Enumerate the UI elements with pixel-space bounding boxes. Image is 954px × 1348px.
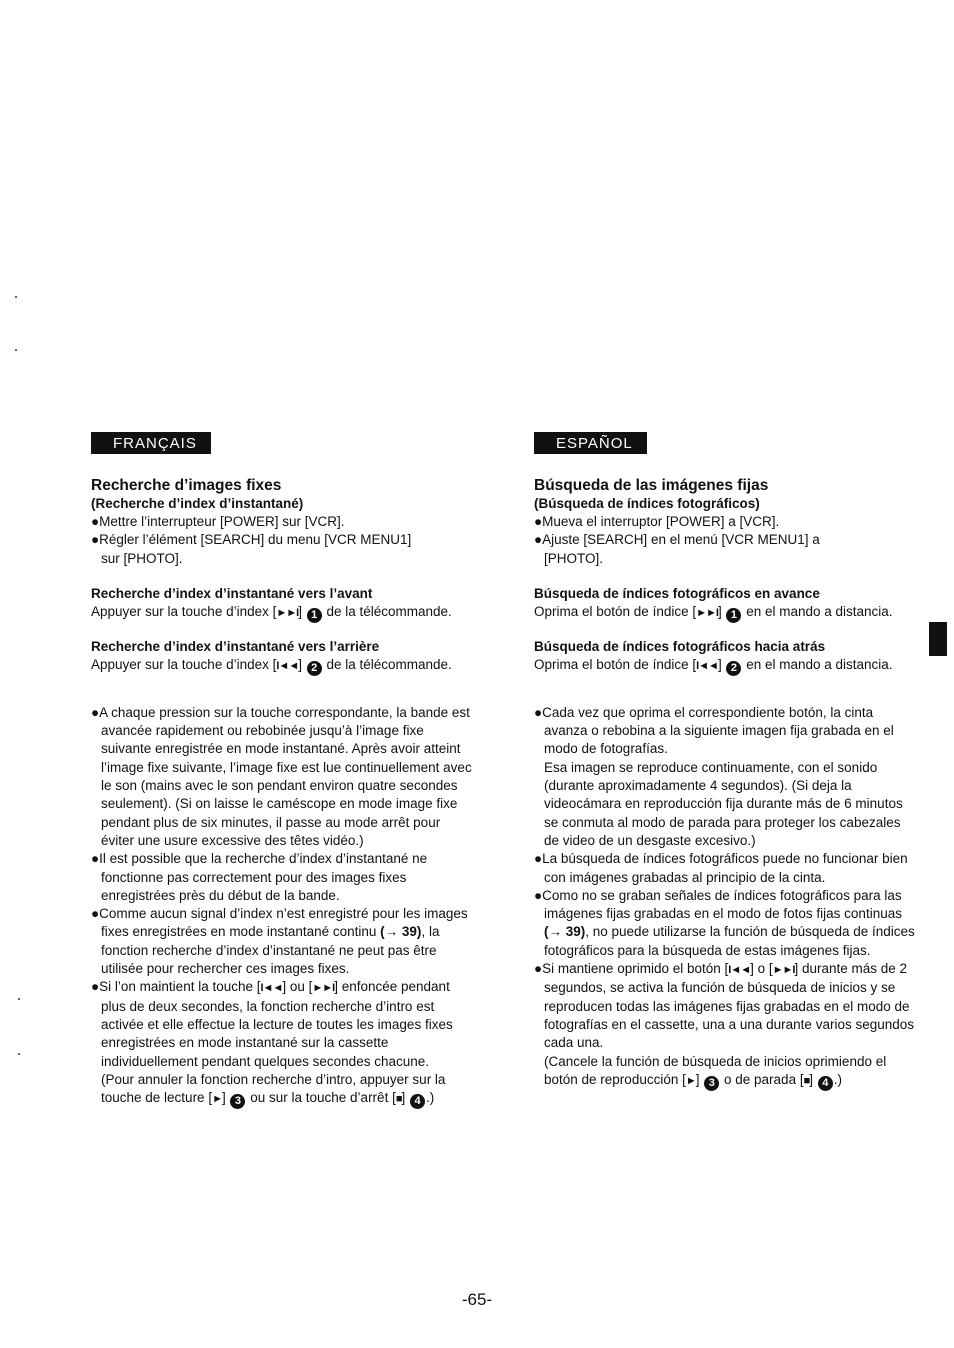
- prev-index-icon: I◄◄: [276, 659, 299, 672]
- backward-heading: Recherche d’index d’instantané vers l’arrière: [91, 638, 380, 654]
- prep-step: ●Ajuste [SEARCH] en el menú [VCR MENU1] a: [534, 532, 820, 548]
- prep-step: sur [PHOTO].: [101, 550, 183, 566]
- scan-mark: [18, 998, 20, 1000]
- callout-2-icon: 2: [726, 661, 741, 676]
- language-tab-spanish: ESPAÑOL: [534, 432, 647, 454]
- callout-4-icon: 4: [818, 1076, 833, 1091]
- stop-icon: ■: [803, 1074, 810, 1087]
- page-edge-tab: [929, 622, 947, 656]
- backward-instruction: Appuyer sur la touche d’index [I◄◄] 2 de la télécommande.: [91, 656, 452, 674]
- section-subtitle: (Búsqueda de índices fotográficos): [534, 496, 760, 511]
- note-bullet: ●Cada vez que oprima el correspondiente botón, la cinta avanza o rebobina a la siguiente imagen fija grabada en el modo de fotografías.: [534, 704, 894, 757]
- french-column: [91, 432, 476, 1109]
- prep-step: ●Mueva el interruptor [POWER] a [VCR].: [534, 514, 780, 529]
- callout-3-icon: 3: [230, 1094, 245, 1109]
- forward-heading: Búsqueda de índices fotográficos en avance: [534, 585, 820, 601]
- prep-step: [PHOTO].: [544, 550, 604, 566]
- next-index-icon: ►►I: [772, 964, 795, 977]
- callout-4-icon: 4: [410, 1094, 425, 1109]
- stop-icon: ■: [395, 1093, 402, 1106]
- note-bullet: ●Como no se graban señales de índices fotográficos para las imágenes fijas grabadas en el modo de fotos fijas continuas (→ 39), no puede utilizarse la función de búsqueda de índices fotográficos para la búsqueda de estas imágenes fijas.: [534, 887, 915, 958]
- scan-mark: [18, 1053, 20, 1055]
- prev-index-icon: I◄◄: [728, 964, 751, 977]
- note-cancel: (Cancele la función de búsqueda de inicios oprimiendo el botón de reproducción [►] 3 o de parada [■] 4 .): [544, 1053, 887, 1089]
- callout-2-icon: 2: [307, 661, 322, 676]
- section-title: Búsqueda de las imágenes fijas: [534, 477, 769, 494]
- note-bullet: ●Comme aucun signal d’index n’est enregistré pour les images fixes enregistrées en mode instantané continu (→ 39), la fonction recherche d’index d’instantané ne peut pas être utilisée pour rechercher ces images fixes.: [91, 906, 468, 977]
- page-reference: (→ 39): [380, 924, 422, 940]
- note-cancel: (Pour annuler la fonction recherche d’intro, appuyer sur la touche de lecture [►] 3 ou sur la touche d’arrêt [■] 4 .): [101, 1071, 446, 1108]
- play-icon: ►: [212, 1093, 222, 1106]
- prev-index-icon: I◄◄: [696, 659, 718, 672]
- page-reference: (→ 39): [544, 924, 586, 940]
- forward-instruction: Oprima el botón de índice [►►I] 1 en el mando a distancia.: [534, 603, 893, 621]
- backward-instruction: Oprima el botón de índice [I◄◄] 2 en el mando a distancia.: [534, 656, 893, 674]
- callout-1-icon: 1: [726, 608, 741, 623]
- prep-step: ●Régler l’élément [SEARCH] du menu [VCR MENU1]: [91, 532, 412, 548]
- callout-1-icon: 1: [307, 608, 322, 623]
- section-title: Recherche d’images fixes: [91, 477, 282, 494]
- next-index-icon: ►►I: [312, 982, 335, 995]
- note-bullet: ●Si mantiene oprimido el botón [I◄◄] o [►►I] durante más de 2 segundos, se activa la función de búsqueda de inicios y se reproducen todas las imágenes fijas grabadas en el modo de fotografías en el cassette, una a una durante varios segundos cada una.: [534, 961, 914, 1051]
- backward-heading: Búsqueda de índices fotográficos hacia atrás: [534, 638, 826, 654]
- next-index-icon: ►►I: [276, 606, 299, 619]
- forward-heading: Recherche d’index d’instantané vers l’avant: [91, 585, 373, 601]
- language-tab-french: FRANÇAIS: [91, 432, 211, 454]
- note-bullet: ●A chaque pression sur la touche correspondante, la bande est avancée rapidement ou rebobinée jusqu’à l’image fixe suivante enregistrée en mode instantané. Après avoir atteint l’image fixe suivante, l’image fixe est lue continuellement avec le son (mains avec le son pendant environ quatre secondes seulement). (Si on laisse le caméscope en mode image fixe pendant plus de six minutes, il passe au mode arrêt pour éviter une usure excessive des têtes vidéo.): [91, 704, 472, 848]
- scan-mark: [15, 296, 17, 298]
- page-number: -65-: [461, 1290, 493, 1309]
- scan-mark: [15, 349, 17, 351]
- note-bullet: ●Il est possible que la recherche d’index d’instantané ne fonctionne pas correctement pour des images fixes enregistrées près du début de la bande.: [91, 851, 428, 903]
- note-bullet: ●La búsqueda de índices fotográficos puede no funcionar bien con imágenes grabadas al principio de la cinta.: [534, 851, 908, 885]
- note-bullet: ●Si l’on maintient la touche [I◄◄] ou [►►I] enfoncée pendant plus de deux secondes, la fonction recherche d’intro est activée et elle effectue la lecture de toutes les images fixes enregistrées en mode instantané sur la cassette individuellement pendant quelques secondes chacune.: [91, 979, 453, 1069]
- note-continuation: Esa imagen se reproduce continuamente, con el sonido (durante aproximadamente 4 segundos). (Si deja la videocámara en reproducción fija durante más de 6 minutos se conmuta al modo de parada para proteger los cabezales de video de un desgaste excesivo.): [544, 759, 903, 848]
- forward-instruction: Appuyer sur la touche d’index [►►I] 1 de la télécommande.: [91, 603, 452, 621]
- section-subtitle: (Recherche d’index d’instantané): [91, 496, 304, 511]
- next-index-icon: ►►I: [696, 606, 718, 619]
- prev-index-icon: I◄◄: [260, 982, 283, 995]
- spanish-column: [534, 432, 919, 1091]
- play-icon: ►: [685, 1074, 696, 1087]
- prep-step: ●Mettre l’interrupteur [POWER] sur [VCR].: [91, 514, 345, 529]
- callout-3-icon: 3: [704, 1076, 719, 1091]
